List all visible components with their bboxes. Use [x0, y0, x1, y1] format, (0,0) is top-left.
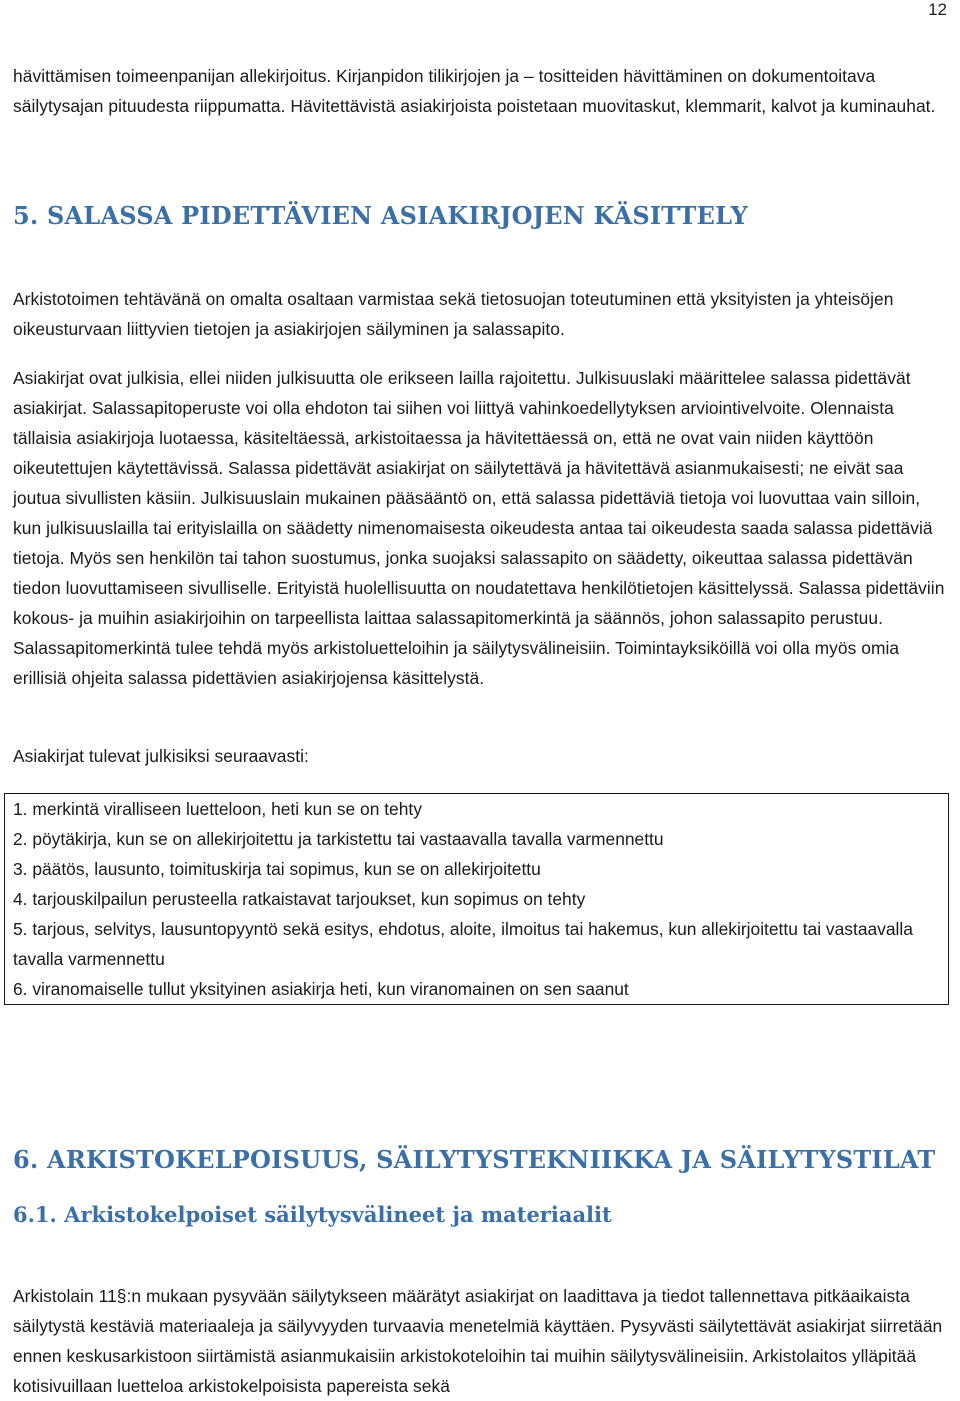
list-item: 2. pöytäkirja, kun se on allekirjoitettu ja tarkistettu tai vastaavalla tavalla varmennettu: [13, 829, 664, 849]
section-6-heading: 6. ARKISTOKELPOISUUS, SÄILYTYSTEKNIIKKA JA SÄILYTYSTILAT: [13, 1145, 936, 1174]
list-item: 5. tarjous, selvitys, lausuntopyyntö sekä esitys, ehdotus, aloite, ilmoitus tai hakemus, kun allekirjoitettu tai vastaavalla tavalla varmennettu: [13, 919, 913, 969]
section-6-1-heading: 6.1. Arkistokelpoiset säilytysvälineet ja materiaalit: [13, 1202, 612, 1227]
section-6-1-paragraph: Arkistolain 11§:n mukaan pysyvään säilytykseen määrätyt asiakirjat on laadittava ja tiedot tallennettava pitkäaikaista säilytystä kestäviä materiaaleja ja säilyvyyden turvaavia menetelmiä käyttäen. Pysyvästi säilytettävät asiakirjat siirretään ennen keskusarkistoon siirtämistä asianmukaisiin arkistokoteloihin tai muihin säilytysvälineisiin. Arkistolaitos ylläpitää kotisivuillaan luetteloa arkistokelpoisista papereista sekä: [13, 1286, 943, 1396]
list-item: 1. merkintä viralliseen luetteloon, heti kun se on tehty: [13, 799, 422, 819]
list-intro: Asiakirjat tulevat julkisiksi seuraavasti:: [13, 746, 309, 766]
page-number: 12: [928, 0, 947, 19]
list-item: 3. päätös, lausunto, toimituskirja tai sopimus, kun se on allekirjoitettu: [13, 859, 541, 879]
intro-paragraph: hävittämisen toimeenpanijan allekirjoitus. Kirjanpidon tilikirjojen ja – tositteiden hävittäminen on dokumentoitava säilytysajan pituudesta riippumatta. Hävitettävistä asiakirjoista poistetaan muovitaskut, klemmarit, kalvot ja kuminauhat.: [13, 66, 936, 116]
list-item: 6. viranomaiselle tullut yksityinen asiakirja heti, kun viranomainen on sen saanut: [13, 979, 629, 999]
publicity-list: [4, 793, 949, 1005]
section-5-paragraph-1: Arkistotoimen tehtävänä on omalta osaltaan varmistaa sekä tietosuojan toteutuminen että yksityisten ja yhteisöjen oikeusturvaan liittyvien tietojen ja asiakirjojen säilyminen ja salassapito.: [13, 289, 894, 339]
list-item: 4. tarjouskilpailun perusteella ratkaistavat tarjoukset, kun sopimus on tehty: [13, 889, 586, 909]
section-5-heading: 5. SALASSA PIDETTÄVIEN ASIAKIRJOJEN KÄSITTELY: [13, 201, 748, 230]
section-5-paragraph-2: Asiakirjat ovat julkisia, ellei niiden julkisuutta ole erikseen lailla rajoitettu. Julkisuuslaki määrittelee salassa pidettävät asiakirjat. Salassapitoperuste voi olla ehdoton tai siihen voi liittyä vahinkoedellytyksen arviointivelvoite. Olennaista tällaisia asiakirjoja luotaessa, käsiteltäessä, arkistoitaessa ja hävitettäessä on, että ne ovat vain niiden käyttöön oikeutettujen käytettävissä. Salassa pidettävät asiakirjat on säilytettävä ja hävitettävä asianmukaisesti; ne eivät saa joutua sivullisten käsiin. Julkisuuslain mukainen pääsääntö on, että salassa pidettäviä tietoja voi luovuttaa vain silloin, kun julkisuuslailla tai erityislailla on säädetty nimenomaisesta oikeudesta antaa tai oikeudesta saada salassa pidettäviä tietoja. Myös sen henkilön tai tahon suostumus, jonka suojaksi salassapito on säädetty, oikeuttaa salassa pidettävän tiedon luovuttamiseen sivulliselle. Erityistä huolellisuutta on noudatettava henkilötietojen käsittelyssä. Salassa pidettäviin kokous- ja muihin asiakirjoihin on tarpeellista laittaa salassapitomerkintä ja säännös, johon salassapito perustuu. Salassapitomerkintä tulee tehdä myös arkistoluetteloihin ja säilytysvälineisiin. Toimintayksiköillä voi olla myös omia erillisiä ohjeita salassa pidettävien asiakirjojensa käsittelystä.: [13, 368, 945, 688]
